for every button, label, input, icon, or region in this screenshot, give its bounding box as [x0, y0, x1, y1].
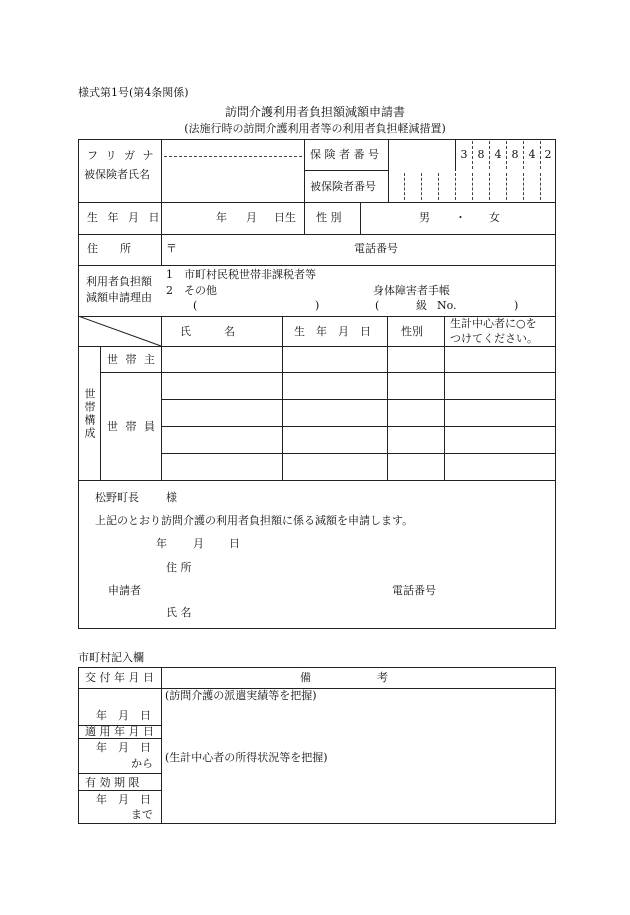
sex-female-option[interactable]: 女 — [489, 211, 500, 224]
phone-label: 電話番号 — [354, 242, 398, 255]
reason-other-paren-open: ( — [193, 299, 198, 312]
disability-paren-close: ) — [514, 299, 519, 312]
applicant-phone-label: 電話番号 — [392, 584, 436, 597]
insured-number-field[interactable] — [390, 172, 554, 201]
disability-grade-label: 級 — [416, 299, 427, 312]
applicant-address-label: 住 所 — [166, 561, 192, 574]
remark-dispatch-record: (訪問介護の派遣実績等を把握) — [165, 689, 317, 702]
applicant-label: 申請者 — [108, 584, 141, 597]
remark-income-status: (生計中心者の所得状況等を把握) — [165, 751, 328, 764]
applicant-name-label: 氏 名 — [166, 606, 192, 619]
validity-until-label: まで — [131, 808, 153, 821]
insurer-digit: 3 — [460, 148, 468, 161]
application-date-month: 月 — [193, 537, 204, 550]
col-note-header-line2: つけてください。 — [450, 332, 538, 345]
household-section-label: 世帯構成 — [83, 388, 96, 440]
addressee-title: 様 — [166, 491, 177, 504]
household-member-label: 世 帯 員 — [107, 420, 157, 433]
application-date-day: 日 — [229, 537, 240, 550]
diagonal-header-cell — [78, 316, 162, 347]
address-field[interactable] — [180, 237, 550, 263]
col-note-header-line1: 生計中心者に○を — [450, 317, 537, 330]
reason-label-line2: 減額申請理由 — [86, 291, 152, 304]
dob-label: 生 年 月 日 — [87, 211, 163, 224]
reason-label-line1: 利用者負担額 — [86, 275, 152, 288]
insurer-digit: 8 — [477, 148, 485, 161]
form-subtitle: (法施行時の訪問介護利用者等の利用者負担軽減措置) — [184, 122, 446, 135]
insured-name-label: 被保険者氏名 — [84, 168, 150, 181]
insurer-digit: 2 — [544, 148, 552, 161]
insurer-digit: 4 — [528, 148, 536, 161]
col-name-header: 氏 名 — [180, 325, 235, 338]
dob-month: 月 — [246, 211, 257, 224]
furigana-label: フ リ ガ ナ — [87, 149, 156, 162]
address-label: 住 所 — [87, 242, 131, 255]
sex-label: 性 別 — [316, 211, 342, 224]
insurer-digit: 8 — [511, 148, 519, 161]
col-dob-header: 生 年 月 日 — [294, 325, 371, 338]
insurer-number-label: 保 険 者 番 号 — [310, 148, 379, 161]
office-section-title: 市町村記入欄 — [78, 651, 144, 664]
validity-label: 有 効 期 限 — [85, 776, 140, 789]
insurer-digit: 4 — [494, 148, 502, 161]
reason-option-2[interactable]: 2 その他 — [166, 284, 217, 297]
sex-male-option[interactable]: 男 — [419, 211, 430, 224]
application-date-year: 年 — [156, 537, 167, 550]
effective-from-label: から — [131, 757, 153, 770]
validity-date-value: 年 月 日 — [96, 793, 151, 806]
household-head-label: 世 帯 主 — [107, 353, 157, 366]
reason-other-paren-close: ) — [315, 299, 320, 312]
dob-year: 年 — [216, 211, 227, 224]
declaration-statement: 上記のとおり訪問介護の利用者負担額に係る減額を申請します。 — [95, 514, 414, 527]
reason-option-1[interactable]: 1 市町村民税世帯非課税者等 — [166, 268, 316, 281]
disability-no-label: No. — [437, 299, 457, 312]
effective-date-value: 年 月 日 — [96, 741, 151, 754]
form-title: 訪問介護利用者負担額減額申請書 — [224, 105, 405, 119]
addressee-name: 松野町長 — [95, 491, 139, 504]
insured-name-field[interactable] — [164, 158, 302, 200]
effective-date-label: 適 用 年 月 日 — [85, 725, 154, 738]
sex-separator: ・ — [455, 211, 466, 224]
furigana-field[interactable] — [164, 141, 302, 155]
issue-date-label: 交 付 年 月 日 — [85, 671, 154, 684]
postal-mark: 〒 — [166, 242, 177, 255]
form-number: 様式第1号(第4条関係) — [78, 86, 189, 99]
col-sex-header: 性別 — [401, 325, 423, 338]
insured-number-label: 被保険者番号 — [310, 180, 376, 193]
dob-day-suffix: 日生 — [274, 211, 296, 224]
disability-label: 身体障害者手帳 — [373, 284, 450, 297]
disability-paren-open: ( — [375, 299, 380, 312]
remarks-header: 備 考 — [300, 671, 388, 684]
issue-date-value: 年 月 日 — [96, 709, 151, 722]
